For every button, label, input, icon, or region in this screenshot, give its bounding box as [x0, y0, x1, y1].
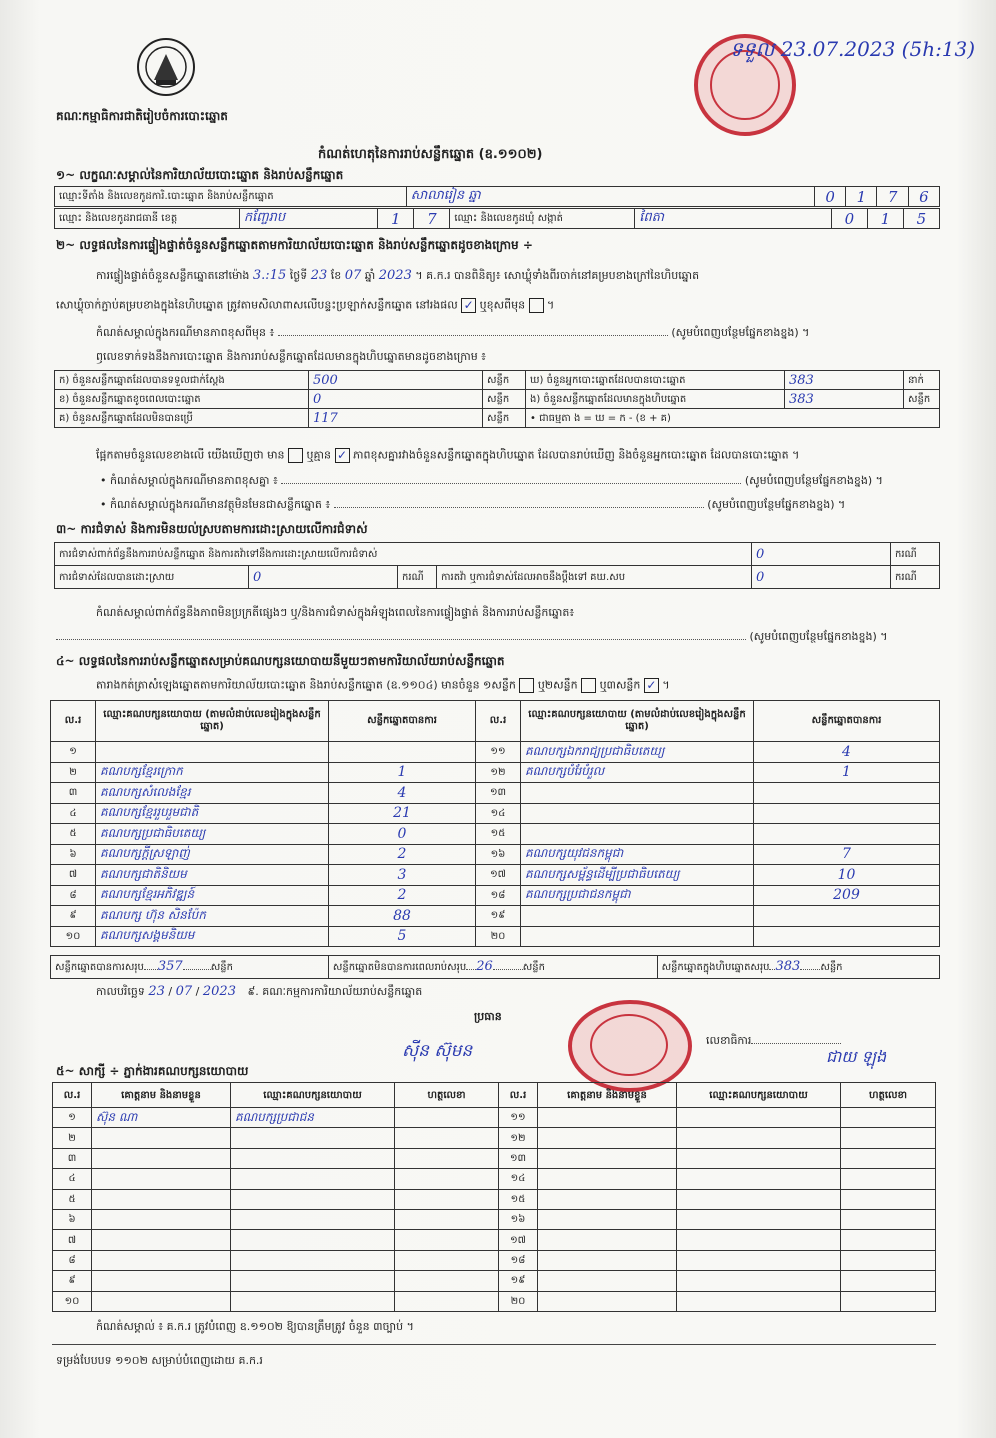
- s2-diff-checkbox[interactable]: [529, 298, 544, 313]
- s2-kho-value: 383: [785, 371, 904, 390]
- section4-heading: ៤~ លទ្ធផលនៃការរាប់សន្លឹកឆ្នោតសម្រាប់គណបក្សនយោបាយនីមួយៗតាមការិយាល័យរាប់សន្លឹកឆ្នោត: [56, 654, 505, 668]
- witness-party: [677, 1189, 841, 1209]
- s3-unit: ករណី: [891, 566, 940, 589]
- row-no: ៥: [51, 824, 96, 845]
- s4-secretary-label: លេខាធិការ: [706, 1034, 752, 1047]
- witness-party: [231, 1128, 395, 1148]
- party-name: គណបក្សសំលេងខ្មែរ: [96, 783, 329, 804]
- s2-bullet2: [100, 498, 940, 511]
- witness-party: [231, 1291, 395, 1311]
- witness-name: [538, 1108, 677, 1128]
- witness-party: [677, 1250, 841, 1270]
- row-no: ១៤: [476, 803, 521, 824]
- s4-total-valid-label: សន្លឹកឆ្នោតបានការសរុប: [55, 962, 144, 973]
- table-row: [51, 926, 940, 947]
- witness-signature: [841, 1230, 936, 1250]
- s4-total-invalid-value: 26: [476, 959, 493, 974]
- s2-para3: ឭលេខទាក់ទងនឹងការបោះឆ្នោត និងការរាប់សន្លឹកឆ្នោតដែលមានក្នុងហិបឆ្នោតមានដូចខាងក្រោម ៖: [96, 350, 487, 363]
- party-name: [521, 783, 754, 804]
- doc-title: កំណត់ហេតុនៃការរាប់សន្លឹកឆ្នោត (ឧ.១១០២): [318, 147, 543, 162]
- row-no: ១១: [499, 1108, 538, 1128]
- party-name: [96, 742, 329, 763]
- s4-date-line: កាលបរិច្ឆេទ 23 / 07 / 2023 ៩. គណៈកម្មការការិយាល័យរាប់សន្លឹកឆ្នោត: [96, 984, 423, 999]
- s2-same-checkbox[interactable]: ✓: [461, 298, 476, 313]
- s5-col-name: គោត្តនាម និងនាមខ្លួន: [92, 1083, 231, 1108]
- s2-day-label: ថ្ងៃទី: [289, 269, 308, 282]
- table-row: [51, 885, 940, 906]
- witness-name: [92, 1230, 231, 1250]
- witness-name: [538, 1250, 677, 1270]
- witness-name: [538, 1148, 677, 1168]
- party-name: គណបក្សបំរែបំរួល: [521, 762, 754, 783]
- votes-value: 2: [329, 844, 476, 865]
- votes-value: 88: [329, 906, 476, 927]
- witness-party: [231, 1148, 395, 1168]
- s2-ngo-value: 383: [785, 390, 904, 409]
- row-no: ៥: [53, 1189, 92, 1209]
- s2-para4-c: ភាពខុសគ្នារវាងចំនួនសន្លឹកឆ្នោតក្នុងហិបឆ្នោត ដែលបានរាប់ឃើញ និងចំនួនអ្នកបោះឆ្នោត ដែលបានបោះឆ្នោត ។: [353, 448, 800, 462]
- s2-ka-value: 500: [309, 371, 483, 390]
- s2-unit: នាក់: [904, 371, 940, 390]
- s4-three-sheet-label: ឬ៣សន្លឹក: [599, 678, 641, 692]
- votes-value: 209: [754, 885, 940, 906]
- s5-col-no: ល.រ: [53, 1083, 92, 1108]
- s2-time: 3.:15: [252, 268, 287, 283]
- s2-para1-end: ។ គ.ក.រ បានពិនិត្យ៖ សោឃ្លុំទាំងពីរចាក់នៅគម្របខាងក្រៅនៃហិបឆ្នោត: [415, 269, 700, 282]
- s4-total-valid: [51, 956, 329, 979]
- votes-value: [754, 906, 940, 927]
- s2-bullet1-text: • កំណត់សម្គាល់ក្នុងករណីមានភាពខុសគ្នា ៖: [100, 474, 278, 487]
- row-no: ១១: [476, 742, 521, 763]
- row-no: ១៥: [499, 1189, 538, 1209]
- party-name: គណបក្សសម្ព័ន្ធដើម្បីប្រជាធិបតេយ្យ: [521, 865, 754, 886]
- s3-note: កំណត់សម្គាល់ពាក់ព័ន្ធនឹងភាពមិនប្រក្រតីផ្សេងៗ ឬ/និងការជំទាស់ក្នុងអំឡុងពេលនៃការផ្ទៀងផ្ទាត់ និងការរាប់សន្លឹកឆ្នោត៖: [96, 606, 575, 619]
- table-row: [51, 865, 940, 886]
- s2-para4: [96, 448, 799, 463]
- s5-col-party: ឈ្មោះគណបក្សនយោបាយ: [677, 1083, 841, 1108]
- s2-para4-a: ផ្អែកតាមចំនួនលេខខាងលើ យើងឃើញថា មាន: [96, 448, 285, 462]
- votes-value: 10: [754, 865, 940, 886]
- witness-name: [92, 1291, 231, 1311]
- party-name: គណបក្សខ្មែរក្រោក: [96, 762, 329, 783]
- witness-name: [538, 1230, 677, 1250]
- witness-signature: [841, 1209, 936, 1229]
- party-name: [521, 824, 754, 845]
- party-name: គណបក្សខ្មែរអភិវឌ្ឍន៍: [96, 885, 329, 906]
- party-name: គណបក្សសង្គមនិយម: [96, 926, 329, 947]
- votes-value: 2: [329, 885, 476, 906]
- row-no: ៨: [51, 885, 96, 906]
- s2-para2-text: សោឃ្លុំចាក់ភ្ជាប់គម្របខាងក្នុងនៃហិបឆ្នោត ត្រូវតាមសិលាពាសលើបន្ទះប្រឡាក់សន្លឹកឆ្នោត នៅរងផល: [56, 298, 458, 312]
- s4-two-sheet-label: ឬ២សន្លឹក: [537, 678, 578, 692]
- s4-total-valid-value: 357: [157, 959, 183, 974]
- row-no: ៩: [51, 906, 96, 927]
- row-no: ៦: [53, 1209, 92, 1229]
- votes-value: 1: [754, 762, 940, 783]
- s1-row1-value: សាលារៀន ឆ្នា: [406, 187, 814, 207]
- s2-unit: សន្លឹក: [483, 390, 526, 409]
- table-row: [53, 1271, 936, 1291]
- party-name: គណបក្សប្រជាជនកម្ពុជា: [521, 885, 754, 906]
- party-name: [521, 926, 754, 947]
- witness-name: [538, 1169, 677, 1189]
- s2-note1: [96, 326, 946, 339]
- witness-signature: [395, 1189, 499, 1209]
- row-no: ១: [51, 742, 96, 763]
- received-note: ទទួល 23.07.2023 (5h:13): [730, 37, 976, 61]
- section2-heading: ២~ លទ្ធផលនៃការផ្ទៀងផ្ទាត់ចំនួនសន្លឹកឆ្នោតតាមការិយាល័យបោះឆ្នោត និងរាប់សន្លឹកឆ្នោតដូចខាងក្រោម ÷: [56, 238, 533, 252]
- s2-fill-note: (សូមបំពេញបន្ថែមផ្នែកខាងខ្នង) ។: [707, 498, 846, 511]
- s5-col-party: ឈ្មោះគណបក្សនយោបាយ: [231, 1083, 395, 1108]
- table-row: [53, 1128, 936, 1148]
- s2-unit: សន្លឹក: [483, 371, 526, 390]
- s2-fill-note: (សូមបំពេញបន្ថែមផ្នែកខាងខ្នង) ។: [744, 474, 883, 487]
- table-row: [51, 803, 940, 824]
- s4-total-invalid: [328, 956, 657, 979]
- s2-has-diff-checkbox[interactable]: [288, 448, 303, 463]
- row-no: ១០: [51, 926, 96, 947]
- s4-chair-title: ប្រធាន: [474, 1010, 502, 1023]
- s1-digit: 1: [867, 209, 903, 229]
- table-row: [51, 824, 940, 845]
- s4-col-party: ឈ្មោះគណបក្សនយោបាយ (តាមលំដាប់លេខរៀងក្នុងសន្លឹកឆ្នោត): [521, 701, 754, 742]
- s4-intro-text: តារាងកត់ត្រាសំឡេងឆ្នោតតាមការិយាល័យបោះឆ្នោត និងរាប់សន្លឹកឆ្នោត (ឧ.១១០៤) មានចំនួន ១សន្លឹក: [96, 678, 516, 692]
- row-no: ១៨: [499, 1250, 538, 1270]
- witness-name: [92, 1250, 231, 1270]
- s3-row1-label: ការជំទាស់ពាក់ព័ន្ធនឹងការរាប់សន្លឹកឆ្នោត និងការតវ៉ាទៅនឹងការដោះស្រាយលើការជំទាស់: [55, 543, 752, 566]
- s2-unit: សន្លឹក: [904, 390, 940, 409]
- party-name: [521, 906, 754, 927]
- s1-digit: 7: [414, 209, 450, 229]
- votes-value: 4: [329, 783, 476, 804]
- witness-name: [92, 1128, 231, 1148]
- s4-unit: សន្លឹក: [820, 962, 843, 973]
- s4-total-invalid-label: សន្លឹកឆ្នោតមិនបានការពេលរាប់សរុប: [332, 962, 467, 973]
- table-row: [53, 1230, 936, 1250]
- s1-digit: 7: [877, 187, 908, 207]
- party-name: គណបក្សប្រជាធិបតេយ្យ: [96, 824, 329, 845]
- section3-heading: ៣~ ការជំទាស់ និងការមិនយល់ស្របតាមការដោះស្រាយលើការជំទាស់: [56, 522, 368, 536]
- witness-party: [231, 1169, 395, 1189]
- witness-signature: [395, 1291, 499, 1311]
- s3-row2-label: ការជំទាស់ដែលបានដោះស្រាយ: [55, 566, 249, 589]
- party-name: [521, 803, 754, 824]
- s4-col-no: ល.រ: [476, 701, 521, 742]
- s3-unit: ករណី: [891, 543, 940, 566]
- s1-digit: 0: [815, 187, 846, 207]
- row-no: ១២: [476, 762, 521, 783]
- witness-name: [538, 1209, 677, 1229]
- s3-fill-note: (សូមបំពេញបន្ថែមផ្នែកខាងខ្នង) ។: [749, 630, 888, 643]
- row-no: ៣: [51, 783, 96, 804]
- witness-party: គណបក្សប្រជាជន: [231, 1108, 395, 1128]
- s2-ka-label: ក) ចំនួនសន្លឹកឆ្នោតដែលបានទទួលជាក់ស្តែង: [55, 371, 309, 390]
- s2-ngo-label: ង) ចំនួនសន្លឹកឆ្នោតដែលមានក្នុងហិបឆ្នោត: [526, 390, 785, 409]
- witness-party: [677, 1128, 841, 1148]
- s1-digit: 6: [908, 187, 939, 207]
- s4-totals: [50, 955, 940, 979]
- s1-digit: 0: [831, 209, 867, 229]
- s4-col-votes: សន្លឹកឆ្នោតបានការ: [329, 701, 476, 742]
- s2-day: 23: [310, 268, 328, 283]
- row-no: ១៣: [499, 1148, 538, 1168]
- votes-value: [329, 742, 476, 763]
- section5-heading: ៥~ សាក្សី ÷ ភ្នាក់ងារគណបក្សនយោបាយ: [56, 1064, 249, 1078]
- witness-signature: [841, 1148, 936, 1168]
- row-no: ១: [53, 1108, 92, 1128]
- row-no: ២០: [499, 1291, 538, 1311]
- witness-signature: [841, 1189, 936, 1209]
- s4-intro: តារាងកត់ត្រាសំឡេងឆ្នោតតាមការិយាល័យបោះឆ្នោត និងរាប់សន្លឹកឆ្នោត (ឧ.១១០៤) មានចំនួន ១សន្លឹក ឬ២សន្លឹក ឬ៣សន្លឹក ✓ ។: [96, 678, 670, 692]
- witness-signature: [841, 1271, 936, 1291]
- party-name: គណបក្សជាតិនិយម: [96, 865, 329, 886]
- witness-name: [92, 1148, 231, 1168]
- row-no: ១៩: [499, 1271, 538, 1291]
- s4-secretary-name: ជាយ ឡុង: [826, 1047, 887, 1066]
- table-row: [51, 762, 940, 783]
- s2-bullet1: [100, 474, 940, 487]
- votes-value: [754, 783, 940, 804]
- s2-diff-label: ឬខុសពីមុន: [479, 298, 526, 312]
- witness-signature: [395, 1169, 499, 1189]
- witness-signature: [395, 1108, 499, 1128]
- s2-unit: សន្លឹក: [483, 409, 526, 428]
- s3-row2-value: 0: [249, 566, 398, 589]
- s2-counts-table: [54, 370, 940, 428]
- s4-results-table: [50, 700, 940, 947]
- witness-name: [92, 1209, 231, 1229]
- org-name: គណៈកម្មាធិការជាតិរៀបចំការបោះឆ្នោត: [56, 109, 228, 123]
- witness-name: [92, 1169, 231, 1189]
- s1-digit: 5: [903, 209, 939, 229]
- votes-value: 3: [329, 865, 476, 886]
- s1-row2-value: កញ្ចែរាប: [239, 209, 377, 229]
- s4-total-box: [657, 956, 939, 979]
- witness-name: [538, 1271, 677, 1291]
- witness-name: [538, 1189, 677, 1209]
- s4-col-no: ល.រ: [51, 701, 96, 742]
- row-no: ២០: [476, 926, 521, 947]
- s2-para2: សោឃ្លុំចាក់ភ្ជាប់គម្របខាងក្នុងនៃហិបឆ្នោត ត្រូវតាមសិលាពាសលើបន្ទះប្រឡាក់សន្លឹកឆ្នោត នៅរងផល ✓ ឬខុសពីមុន ។: [56, 298, 555, 312]
- witness-signature: [841, 1108, 936, 1128]
- witness-signature: [395, 1128, 499, 1148]
- witness-signature: [841, 1169, 936, 1189]
- s4-three-sheet-checkbox[interactable]: ✓: [644, 678, 659, 693]
- s2-month-label: ខែ: [330, 269, 342, 282]
- row-no: ៣: [53, 1148, 92, 1168]
- party-name: គណបក្សយុវជនកម្ពុជា: [521, 844, 754, 865]
- row-no: ១៩: [476, 906, 521, 927]
- s5-witness-table: [52, 1082, 936, 1312]
- row-no: ២: [53, 1128, 92, 1148]
- s2-month: 07: [344, 268, 362, 283]
- footer-divider: [52, 1344, 936, 1345]
- row-no: ៤: [53, 1169, 92, 1189]
- row-no: ១០: [53, 1291, 92, 1311]
- row-no: ២: [51, 762, 96, 783]
- s1-digit: 1: [846, 187, 877, 207]
- row-no: ៧: [51, 865, 96, 886]
- s2-bullet2-text: • កំណត់សម្គាល់ក្នុងករណីមានវត្ថុមិនមែនជាសន្លឹកឆ្នោត ៖: [100, 498, 331, 511]
- s2-year-label: ឆ្នាំ: [364, 269, 376, 282]
- section1-table-row2: [54, 208, 940, 229]
- witness-party: [231, 1230, 395, 1250]
- s4-date-year: 2023: [202, 984, 236, 999]
- s2-para1: [96, 268, 699, 284]
- witness-party: [677, 1291, 841, 1311]
- s2-formula: • ជាធម្មតា ង = ឃ = ក - (ខ + គ): [526, 409, 940, 428]
- votes-value: 0: [329, 824, 476, 845]
- s2-year: 2023: [378, 268, 412, 283]
- table-row: [53, 1291, 936, 1311]
- witness-signature: [395, 1271, 499, 1291]
- s2-kho-label: ឃ) ចំនួនអ្នកបោះឆ្នោតដែលបានបោះឆ្នោត: [526, 371, 785, 390]
- s3-note-line: [56, 630, 941, 643]
- row-no: ១៦: [499, 1209, 538, 1229]
- s4-total-box-label: សន្លឹកឆ្នោតក្នុងហិបឆ្នោតសរុប: [661, 962, 770, 973]
- row-no: ១២: [499, 1128, 538, 1148]
- s2-ko-value: 117: [309, 409, 483, 428]
- nec-emblem-icon: [134, 36, 198, 98]
- s2-para4-b: ឬគ្មាន: [306, 448, 331, 462]
- s3-row2-label2: ការតវ៉ា ឬការជំទាស់ដែលអាចនឹងប្តឹងទៅ គឃ.សប: [437, 566, 752, 589]
- witness-party: [677, 1169, 841, 1189]
- s1-row1-label: ឈ្មោះទីតាំង និងលេខកូដការិ.បោះឆ្នោត និងរាប់សន្លឹកឆ្នោត: [55, 187, 407, 207]
- s1-digit: 1: [378, 209, 414, 229]
- committee-stamp: [568, 1000, 692, 1092]
- table-row: [51, 906, 940, 927]
- s5-col-sign: ហត្ថលេខា: [841, 1083, 936, 1108]
- row-no: ៩: [53, 1271, 92, 1291]
- witness-signature: [395, 1209, 499, 1229]
- s1-row2-label: ឈ្មោះ និងលេខកូដរាជធានី ខេត្ត: [55, 209, 240, 229]
- votes-value: 7: [754, 844, 940, 865]
- s2-note1-label: កំណត់សម្គាល់ក្នុងករណីមានភាពខុសពីមុន ៖: [96, 326, 275, 339]
- votes-value: [754, 926, 940, 947]
- s4-date-day: 23: [148, 984, 165, 999]
- s4-date-label: កាលបរិច្ឆេទ: [96, 985, 145, 998]
- s2-no-diff-checkbox[interactable]: ✓: [335, 448, 350, 463]
- s4-total-box-value: 383: [775, 959, 801, 974]
- s4-unit: សន្លឹក: [210, 962, 233, 973]
- witness-party: [677, 1271, 841, 1291]
- s2-kha-label: ខ) ចំនួនសន្លឹកឆ្នោតខូចពេលបោះឆ្នោត: [55, 390, 309, 409]
- row-no: ៤: [51, 803, 96, 824]
- table-row: [53, 1250, 936, 1270]
- s4-date-month: 07: [175, 984, 193, 999]
- s5-col-no: ល.រ: [499, 1083, 538, 1108]
- s4-one-sheet-checkbox[interactable]: [519, 678, 534, 693]
- section1-heading: ១~ លក្ខណៈសម្គាល់នៃការិយាល័យបោះឆ្នោត និងរាប់សន្លឹកឆ្នោត: [56, 168, 344, 182]
- witness-signature: [395, 1230, 499, 1250]
- s4-two-sheet-checkbox[interactable]: [581, 678, 596, 693]
- row-no: ១៤: [499, 1169, 538, 1189]
- row-no: ១៧: [476, 865, 521, 886]
- table-row: [53, 1209, 936, 1229]
- votes-value: [754, 824, 940, 845]
- s1-row2-label2: ឈ្មោះ និងលេខកូដឃុំ សង្កាត់: [450, 209, 635, 229]
- votes-value: 21: [329, 803, 476, 824]
- row-no: ៦: [51, 844, 96, 865]
- witness-party: [677, 1108, 841, 1128]
- s4-committee: ៩. គណៈកម្មការការិយាល័យរាប់សន្លឹកឆ្នោត: [247, 985, 423, 998]
- s4-col-votes: សន្លឹកឆ្នោតបានការ: [754, 701, 940, 742]
- votes-value: 1: [329, 762, 476, 783]
- witness-signature: [841, 1128, 936, 1148]
- witness-party: [677, 1230, 841, 1250]
- table-row: [53, 1169, 936, 1189]
- table-row: [51, 742, 940, 763]
- s4-unit: សន្លឹក: [522, 962, 545, 973]
- s5-col-sign: ហត្ថលេខា: [395, 1083, 499, 1108]
- s2-kha-value: 0: [309, 390, 483, 409]
- witness-party: [231, 1271, 395, 1291]
- s4-chair-signature: ស៊ីន ស៊ុមន: [402, 1041, 473, 1061]
- witness-party: [231, 1250, 395, 1270]
- row-no: ៨: [53, 1250, 92, 1270]
- party-name: គណបក្សក្តីស្រឡាញ់: [96, 844, 329, 865]
- witness-name: [92, 1271, 231, 1291]
- witness-party: [231, 1189, 395, 1209]
- witness-party: [231, 1209, 395, 1229]
- witness-signature: [395, 1250, 499, 1270]
- witness-signature: [395, 1148, 499, 1168]
- row-no: ១៦: [476, 844, 521, 865]
- s2-fill-note: (សូមបំពេញបន្ថែមផ្នែកខាងខ្នង) ។: [671, 326, 810, 339]
- row-no: ១៥: [476, 824, 521, 845]
- witness-signature: [841, 1291, 936, 1311]
- row-no: ១៧: [499, 1230, 538, 1250]
- s3-row1-value: 0: [752, 543, 891, 566]
- s2-ko-label: គ) ចំនួនសន្លឹកឆ្នោតដែលមិនបានប្រើ: [55, 409, 309, 428]
- votes-value: 5: [329, 926, 476, 947]
- votes-value: [754, 803, 940, 824]
- witness-name: [92, 1189, 231, 1209]
- witness-name: [538, 1291, 677, 1311]
- s3-row2-value2: 0: [752, 566, 891, 589]
- s3-table: [54, 542, 940, 589]
- table-row: [53, 1148, 936, 1168]
- table-row: [51, 844, 940, 865]
- footer-note: កំណត់សម្គាល់ ៖ គ.ក.រ ត្រូវបំពេញ ឧ.១១០២ ឱ្យបានត្រឹមត្រូវ ចំនួន ៣ច្បាប់ ។: [96, 1320, 414, 1333]
- row-no: ១៣: [476, 783, 521, 804]
- votes-value: 4: [754, 742, 940, 763]
- witness-name: ស៊ុន ណា: [92, 1108, 231, 1128]
- s1-row2-value2: ពៃតា: [635, 209, 832, 229]
- row-no: ១៨: [476, 885, 521, 906]
- witness-name: [538, 1128, 677, 1148]
- s5-col-name: គោត្តនាម និងនាមខ្លួន: [538, 1083, 677, 1108]
- witness-party: [677, 1209, 841, 1229]
- party-name: គណបក្សខ្មែររួបរួមជាតិ: [96, 803, 329, 824]
- witness-signature: [841, 1250, 936, 1270]
- s3-unit: ករណី: [398, 566, 437, 589]
- table-row: [51, 783, 940, 804]
- row-no: ៧: [53, 1230, 92, 1250]
- footer-form-note: ទម្រង់បែបបទ ១១០២ សម្រាប់បំពេញដោយ គ.ក.រ: [56, 1354, 263, 1367]
- table-row: [53, 1189, 936, 1209]
- section1-table: [54, 186, 940, 207]
- party-name: គណបក្សឯករាជ្យប្រជាធិបតេយ្យ: [521, 742, 754, 763]
- s2-para1-text: ការផ្ទៀងផ្ទាត់ចំនួនសន្លឹកឆ្នោតនៅម៉ោង: [96, 269, 250, 282]
- witness-party: [677, 1148, 841, 1168]
- party-name: គណបក្ស ហ៊ុន សិនប៉ែក: [96, 906, 329, 927]
- table-row: [53, 1108, 936, 1128]
- s4-secretary-line: [706, 1034, 841, 1047]
- s4-col-party: ឈ្មោះគណបក្សនយោបាយ (តាមលំដាប់លេខរៀងក្នុងសន្លឹកឆ្នោត): [96, 701, 329, 742]
